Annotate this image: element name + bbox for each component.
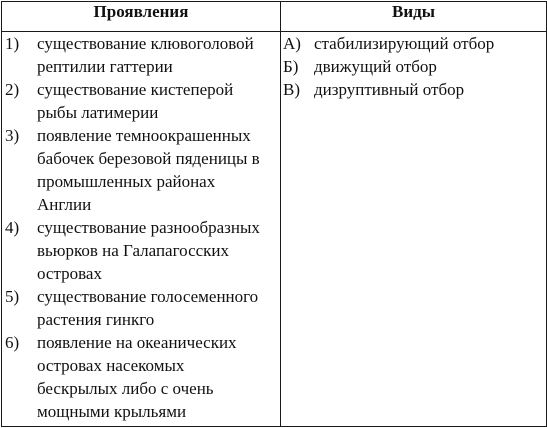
text-line: мощными крыльями bbox=[37, 402, 187, 421]
item-text bbox=[37, 285, 280, 331]
text-line: появление на океанических bbox=[37, 333, 237, 352]
item-text bbox=[37, 78, 280, 124]
header-manifestations: Проявления bbox=[2, 2, 281, 32]
text-line: рептилии гаттерии bbox=[37, 57, 173, 76]
matching-table bbox=[1, 1, 547, 427]
types-column bbox=[281, 32, 547, 427]
manifestations-column bbox=[2, 32, 281, 427]
item-number: 1) bbox=[5, 34, 20, 53]
type-letter: А) bbox=[283, 34, 301, 53]
type-text: стабилизирующий отбор bbox=[314, 34, 495, 53]
text-line: существование голосеменного bbox=[37, 287, 259, 306]
manifestation-item bbox=[2, 78, 280, 124]
item-number: 6) bbox=[5, 333, 20, 352]
body-row bbox=[2, 32, 547, 427]
text-line: островах насекомых bbox=[37, 356, 185, 375]
text-line: бабочек березовой пяденицы в bbox=[37, 149, 260, 168]
item-number: 2) bbox=[5, 80, 20, 99]
text-line: появление темноокрашенных bbox=[37, 126, 251, 145]
type-item bbox=[281, 78, 546, 101]
item-number: 5) bbox=[5, 287, 20, 306]
text-line: рыбы латимерии bbox=[37, 103, 159, 122]
text-line: бескрылых либо с очень bbox=[37, 379, 214, 398]
header-row bbox=[2, 2, 547, 32]
text-line: существование кистеперой bbox=[37, 80, 234, 99]
type-text: дизруптивный отбор bbox=[314, 80, 465, 99]
manifestation-item bbox=[2, 331, 280, 423]
item-number: 4) bbox=[5, 218, 20, 237]
type-letter: Б) bbox=[283, 57, 299, 76]
manifestation-item bbox=[2, 32, 280, 78]
item-number: 3) bbox=[5, 126, 20, 145]
item-text bbox=[37, 216, 280, 285]
item-text bbox=[37, 32, 280, 78]
text-line: вьюрков на Галапагосских bbox=[37, 241, 230, 260]
type-item bbox=[281, 55, 546, 78]
text-line: Англии bbox=[37, 195, 92, 214]
type-text: движущий отбор bbox=[314, 57, 437, 76]
manifestation-item bbox=[2, 216, 280, 285]
header-types: Виды bbox=[281, 2, 547, 32]
manifestation-item bbox=[2, 285, 280, 331]
text-line: существование клювоголовой bbox=[37, 34, 254, 53]
text-line: существование разнообразных bbox=[37, 218, 260, 237]
type-letter: В) bbox=[283, 80, 300, 99]
manifestation-item bbox=[2, 124, 280, 216]
text-line: промышленных районах bbox=[37, 172, 216, 191]
text-line: растения гинкго bbox=[37, 310, 155, 329]
type-item bbox=[281, 32, 546, 55]
item-text bbox=[37, 331, 280, 423]
text-line: островах bbox=[37, 264, 102, 283]
item-text bbox=[37, 124, 280, 216]
